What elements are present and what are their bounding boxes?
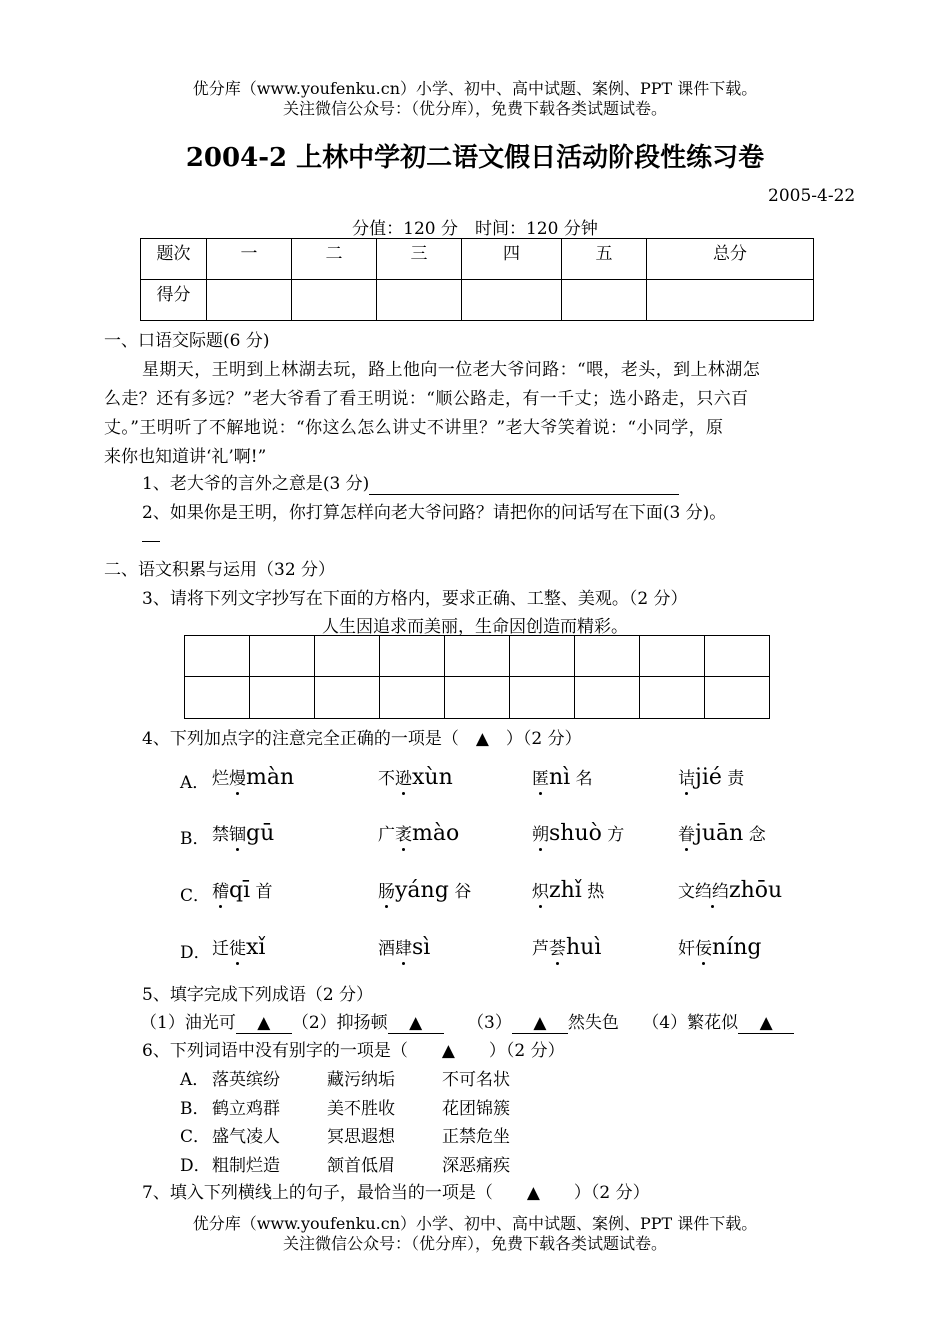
q4-option-item [378, 764, 453, 790]
q4-option-item [678, 820, 766, 846]
q4-pinyin: nì [549, 765, 571, 790]
q5-blank-2[interactable]: ▲ [388, 1013, 444, 1034]
q6-option-label: D． [180, 1155, 211, 1176]
q4-pinyin: huì [566, 935, 602, 960]
q6-option-word: 鹤立鸡群 [212, 1098, 280, 1119]
q4-option-item [532, 820, 624, 846]
exam-meta: 分值：120 分 时间：120 分钟 [352, 219, 598, 239]
copy-cell[interactable] [380, 636, 445, 677]
q4-word-prefix: 广 [378, 825, 395, 845]
q4-dotted-char: 荟 [549, 939, 566, 959]
q6-option-word: 深恶痛疾 [442, 1155, 510, 1176]
q4-word-prefix: 禁 [212, 825, 229, 845]
copy-cell[interactable] [185, 677, 250, 719]
score-table-header: 三 [377, 239, 462, 280]
q4-option-item [678, 764, 744, 790]
header-line-2: 关注微信公众号：（优分库），免费下载各类试题试卷。 [282, 99, 667, 118]
q4-option-item [532, 764, 593, 790]
q4-dotted-char: 眷 [678, 825, 695, 845]
q4-dotted-char: 袤 [395, 825, 412, 845]
question-3: 3、请将下列文字抄写在下面的方格内，要求正确、工整、美观。（2 分） [142, 589, 688, 609]
question-1-text: 1、老大爷的言外之意是(3 分) [142, 474, 370, 494]
section1-passage-line: 星期天，王明到上林湖去玩，路上他向一位老大爷问路：“喂，老头，到上林湖怎 [142, 360, 761, 380]
score-cell[interactable] [377, 280, 462, 321]
copy-cell[interactable] [640, 636, 705, 677]
q6-option-word: 颔首低眉 [327, 1155, 395, 1176]
copy-cell[interactable] [185, 636, 250, 677]
copy-cell[interactable] [315, 677, 380, 719]
q4-dotted-char: 匿 [532, 769, 549, 789]
q6-option-word: 美不胜收 [327, 1098, 395, 1119]
copy-cell[interactable] [705, 677, 770, 719]
page-title: 2004-2 上林中学初二语文假日活动阶段性练习卷 [185, 143, 765, 173]
q4-pinyin: juān [695, 821, 744, 846]
question-5: 5、填字完成下列成语（2 分） [142, 985, 374, 1005]
q4-dotted-char: 绉绉 [695, 882, 729, 902]
score-cell[interactable] [462, 280, 562, 321]
score-cell[interactable] [647, 280, 814, 321]
score-table-header: 总分 [647, 239, 814, 280]
q4-pinyin: gū [246, 821, 275, 846]
question-2: 2、如果你是王明，你打算怎样向老大爷问路？请把你的问话写在下面(3 分)。 [142, 503, 727, 523]
section1-passage-line: 丈。”王明听了不解地说：“你这么怎么讲丈不讲里？”老大爷笑着说：“小同学，原 [104, 418, 724, 438]
q4-word-suffix: 首 [255, 882, 273, 902]
q4-word-prefix: 酒 [378, 939, 395, 959]
q6-option-word: 藏污纳垢 [327, 1070, 395, 1090]
q4-dotted-char: 朔 [532, 825, 549, 845]
q4-option-item [212, 877, 273, 903]
copy-cell[interactable] [510, 677, 575, 719]
question-3-text: 人生因追求而美丽，生命因创造而精彩。 [322, 617, 628, 637]
q4-pinyin: níng [712, 935, 762, 960]
q4-word-suffix: 方 [607, 825, 625, 845]
q4-dotted-char: 肠 [378, 882, 395, 902]
q5-item-1: （1）油光可 [140, 1013, 236, 1033]
q4-option-label: A． [180, 773, 210, 793]
q4-dotted-char: 肆 [395, 939, 412, 959]
q4-option-item [378, 877, 471, 903]
q6-option-label: C． [180, 1127, 211, 1147]
header-line-1: 优分库（www.youfenku.cn）小学、初中、高中试题、案例、PPT 课件下载。 [192, 79, 758, 98]
copy-grid [184, 635, 770, 719]
section1-passage-line: 么走？还有多远？”老大爷看了看王明说：“顺公路走，有一千丈；选小路走，只六百 [104, 389, 749, 409]
q4-option-item [532, 934, 601, 960]
copy-cell[interactable] [380, 677, 445, 719]
q4-option-item [532, 877, 604, 903]
question-5-items [140, 1008, 794, 1034]
q4-dotted-char: 熳 [229, 769, 246, 789]
q4-pinyin: zhǐ [549, 878, 582, 903]
q4-option-item [678, 934, 761, 960]
section1-passage-line: 来你也知道讲‘礼’啊!” [104, 447, 267, 467]
q5-blank-3[interactable]: ▲ [512, 1013, 568, 1034]
q4-word-suffix: 名 [575, 769, 593, 789]
q4-pinyin: xǐ [246, 935, 266, 960]
q4-pinyin: shuò [549, 821, 602, 846]
q4-option-label: C． [180, 886, 211, 906]
q4-dotted-char: 逊 [395, 769, 412, 789]
q4-dotted-char: 稽 [212, 882, 229, 902]
score-table-header: 五 [562, 239, 647, 280]
copy-cell[interactable] [445, 677, 510, 719]
q5-item-2: （2）抑扬顿 [291, 1013, 388, 1033]
q4-pinyin: màn [246, 765, 295, 790]
section2-heading: 二、语文积累与运用（32 分） [104, 560, 336, 580]
score-table-header: 二 [292, 239, 377, 280]
copy-cell[interactable] [250, 677, 315, 719]
q4-pinyin: yáng [395, 878, 449, 903]
question-7: 7、填入下列横线上的句子，最恰当的一项是（ ▲ ）（2 分） [142, 1183, 650, 1203]
question-6: 6、下列词语中没有别字的一项是（ ▲ ）（2 分） [142, 1041, 565, 1061]
q4-dotted-char: 诘 [678, 769, 695, 789]
copy-cell[interactable] [250, 636, 315, 677]
q5-blank-1[interactable]: ▲ [236, 1013, 292, 1034]
q4-dotted-char: 炽 [532, 882, 549, 902]
exam-date: 2005-4-22 [768, 186, 856, 206]
copy-cell[interactable] [315, 636, 380, 677]
q4-pinyin: mào [412, 821, 460, 846]
q6-option-word: 盛气凌人 [212, 1127, 280, 1147]
q4-option-item [678, 877, 782, 903]
q6-option-word: 落英缤纷 [212, 1070, 280, 1090]
copy-cell[interactable] [575, 677, 640, 719]
q4-word-suffix: 念 [748, 825, 766, 845]
q4-dotted-char: 佞 [695, 939, 712, 959]
copy-cell[interactable] [575, 636, 640, 677]
copy-cell[interactable] [640, 677, 705, 719]
q4-word-prefix: 迁 [212, 939, 229, 959]
score-cell[interactable] [292, 280, 377, 321]
q5-item-3: （3） [467, 1013, 512, 1033]
score-cell[interactable] [562, 280, 647, 321]
footer-line-1: 优分库（www.youfenku.cn）小学、初中、高中试题、案例、PPT 课件下载。 [192, 1214, 758, 1233]
q4-option-label: B． [180, 829, 210, 849]
copy-cell[interactable] [510, 636, 575, 677]
score-table-header: 四 [462, 239, 562, 280]
q4-option-item [212, 764, 294, 790]
q4-option-item [212, 820, 274, 846]
q4-dotted-char: 徙 [229, 939, 246, 959]
q6-option-word: 正禁危坐 [442, 1127, 510, 1147]
q6-option-label: A． [180, 1070, 210, 1090]
q4-option-item [378, 820, 459, 846]
copy-cell[interactable] [445, 636, 510, 677]
q5-item-4: （4）繁花似 [642, 1013, 739, 1033]
q4-pinyin: jié [695, 765, 722, 790]
score-table-header: 题次 [141, 239, 207, 280]
question-1 [142, 469, 679, 495]
q6-option-word: 不可名状 [442, 1070, 510, 1090]
score-table [140, 238, 814, 321]
q4-word-suffix: 热 [587, 882, 605, 902]
q4-word-suffix: 谷 [454, 882, 472, 902]
q4-word-suffix: 责 [727, 769, 745, 789]
q6-option-label: B． [180, 1098, 210, 1119]
q4-word-prefix: 芦 [532, 939, 549, 959]
q4-pinyin: qī [229, 878, 251, 903]
score-table-label: 得分 [141, 280, 207, 321]
copy-cell[interactable] [705, 636, 770, 677]
q6-option-word: 花团锦簇 [442, 1098, 510, 1119]
q4-option-item [212, 934, 265, 960]
q5-blank-4[interactable]: ▲ [738, 1013, 794, 1034]
q4-dotted-char: 锢 [229, 825, 246, 845]
answer-line-q2[interactable] [142, 541, 160, 542]
q4-option-item [378, 934, 430, 960]
score-table-header: 一 [207, 239, 292, 280]
q4-word-prefix: 烂 [212, 769, 229, 789]
question-4: 4、下列加点字的注意完全正确的一项是（ ▲ ）（2 分） [142, 729, 582, 749]
section1-heading: 一、口语交际题(6 分) [104, 331, 270, 351]
footer-line-2: 关注微信公众号：（优分库），免费下载各类试题试卷。 [282, 1234, 667, 1253]
q4-pinyin: zhōu [729, 878, 783, 903]
q4-word-prefix: 奸 [678, 939, 695, 959]
q4-option-label: D． [180, 943, 211, 963]
q4-word-prefix: 不 [378, 769, 395, 789]
q6-option-word: 粗制烂造 [212, 1155, 280, 1176]
q4-word-prefix: 文 [678, 882, 695, 902]
q4-pinyin: xùn [412, 765, 453, 790]
q6-option-word: 冥思遐想 [327, 1127, 395, 1147]
q5-item-3b: 然失色 [567, 1013, 619, 1033]
q4-pinyin: sì [412, 935, 431, 960]
answer-line-q1[interactable] [369, 474, 679, 495]
score-cell[interactable] [207, 280, 292, 321]
